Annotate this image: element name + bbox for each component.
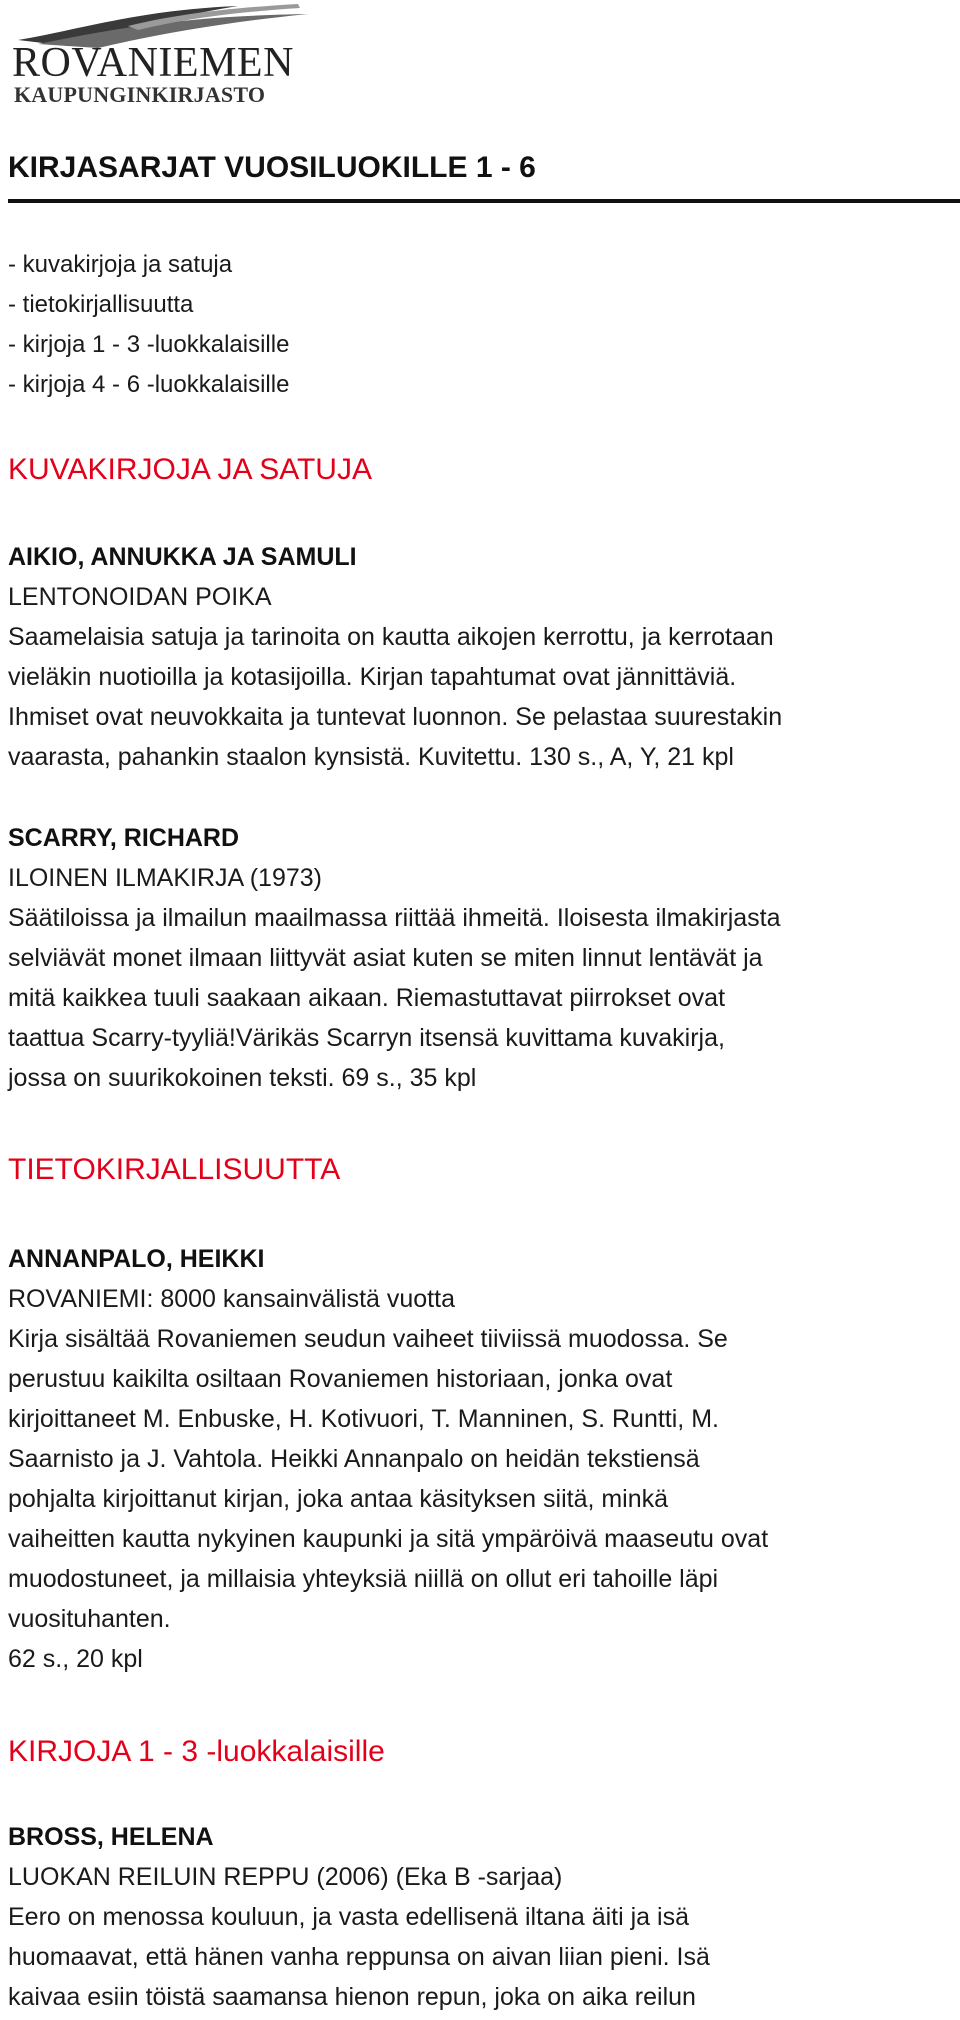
book-title: LUOKAN REILUIN REPPU (2006) (Eka B -sarjaa) — [8, 1863, 563, 1891]
section-heading-luokat13: KIRJOJA 1 - 3 -luokkalaisille — [8, 1735, 385, 1768]
book-description-line: perustuu kaikilta osiltaan Rovaniemen historiaan, jonka ovat — [8, 1365, 673, 1393]
book-description-line: vaiheitten kautta nykyinen kaupunki ja sitä ympäröivä maaseutu ovat — [8, 1525, 769, 1553]
book-description-line: mitä kaikkea tuuli saakaan aikaan. Riemastuttavat piirrokset ovat — [8, 984, 726, 1012]
book-description-line: Kirja sisältää Rovaniemen seudun vaiheet tiiviissä muodossa. Se — [8, 1325, 728, 1353]
logo-sub-text: KAUPUNGINKIRJASTO — [14, 82, 266, 107]
toc-item: - kirjoja 4 - 6 -luokkalaisille — [8, 371, 290, 398]
title-divider — [8, 199, 960, 203]
book-author: ANNANPALO, HEIKKI — [8, 1245, 265, 1273]
library-logo — [8, 0, 308, 112]
book-title: LENTONOIDAN POIKA — [8, 583, 272, 611]
book-title: ILOINEN ILMAKIRJA (1973) — [8, 864, 323, 892]
section-heading-tietokirjat: TIETOKIRJALLISUUTTA — [8, 1153, 341, 1186]
book-title: ROVANIEMI: 8000 kansainvälistä vuotta — [8, 1285, 455, 1313]
toc-item: - tietokirjallisuutta — [8, 291, 194, 318]
book-description-line: Saarnisto ja J. Vahtola. Heikki Annanpalo on heidän tekstiensä — [8, 1445, 700, 1473]
book-description-line: selviävät monet ilmaan liittyvät asiat kuten se miten linnut lentävät ja — [8, 944, 763, 972]
book-description-line: 62 s., 20 kpl — [8, 1645, 143, 1673]
book-description-line: huomaavat, että hänen vanha reppunsa on aivan liian pieni. Isä — [8, 1943, 710, 1971]
book-description-line: Ihmiset ovat neuvokkaita ja tuntevat luonnon. Se pelastaa suurestakin — [8, 703, 783, 731]
toc-item: - kuvakirjoja ja satuja — [8, 251, 233, 278]
book-description-line: kaivaa esiin töistä saamansa hienon repun, joka on aika reilun — [8, 1983, 696, 2011]
book-description-line: kirjoittaneet M. Enbuske, H. Kotivuori, T. Manninen, S. Runtti, M. — [8, 1405, 719, 1433]
section-heading-kuvakirjat: KUVAKIRJOJA JA SATUJA — [8, 453, 372, 486]
book-author: AIKIO, ANNUKKA JA SAMULI — [8, 543, 357, 571]
book-author: SCARRY, RICHARD — [8, 824, 240, 852]
book-description-line: taattua Scarry-tyyliä!Värikäs Scarryn itsensä kuvittama kuvakirja, — [8, 1024, 725, 1052]
book-description-line: jossa on suurikokoinen teksti. 69 s., 35 kpl — [8, 1064, 477, 1092]
book-description-line: Säätiloissa ja ilmailun maailmassa riittää ihmeitä. Iloisesta ilmakirjasta — [8, 904, 781, 932]
book-description-line: vaarasta, pahankin staalon kynsistä. Kuvitettu. 130 s., A, Y, 21 kpl — [8, 743, 734, 771]
page-title: KIRJASARJAT VUOSILUOKILLE 1 - 6 — [8, 151, 536, 184]
book-description-line: Eero on menossa kouluun, ja vasta edellisenä iltana äiti ja isä — [8, 1903, 689, 1931]
book-description-line: Saamelaisia satuja ja tarinoita on kautta aikojen kerrottu, ja kerrotaan — [8, 623, 774, 651]
logo-main-text: ROVANIEMEN — [12, 40, 294, 86]
toc-item: - kirjoja 1 - 3 -luokkalaisille — [8, 331, 290, 358]
book-description-line: muodostuneet, ja millaisia yhteyksiä niillä on ollut eri tahoille läpi — [8, 1565, 719, 1593]
book-author: BROSS, HELENA — [8, 1823, 214, 1851]
book-description-line: vieläkin nuotioilla ja kotasijoilla. Kirjan tapahtumat ovat jännittäviä. — [8, 663, 737, 691]
book-description-line: pohjalta kirjoittanut kirjan, joka antaa käsityksen siitä, minkä — [8, 1485, 669, 1513]
book-description-line: vuosituhanten. — [8, 1605, 171, 1633]
